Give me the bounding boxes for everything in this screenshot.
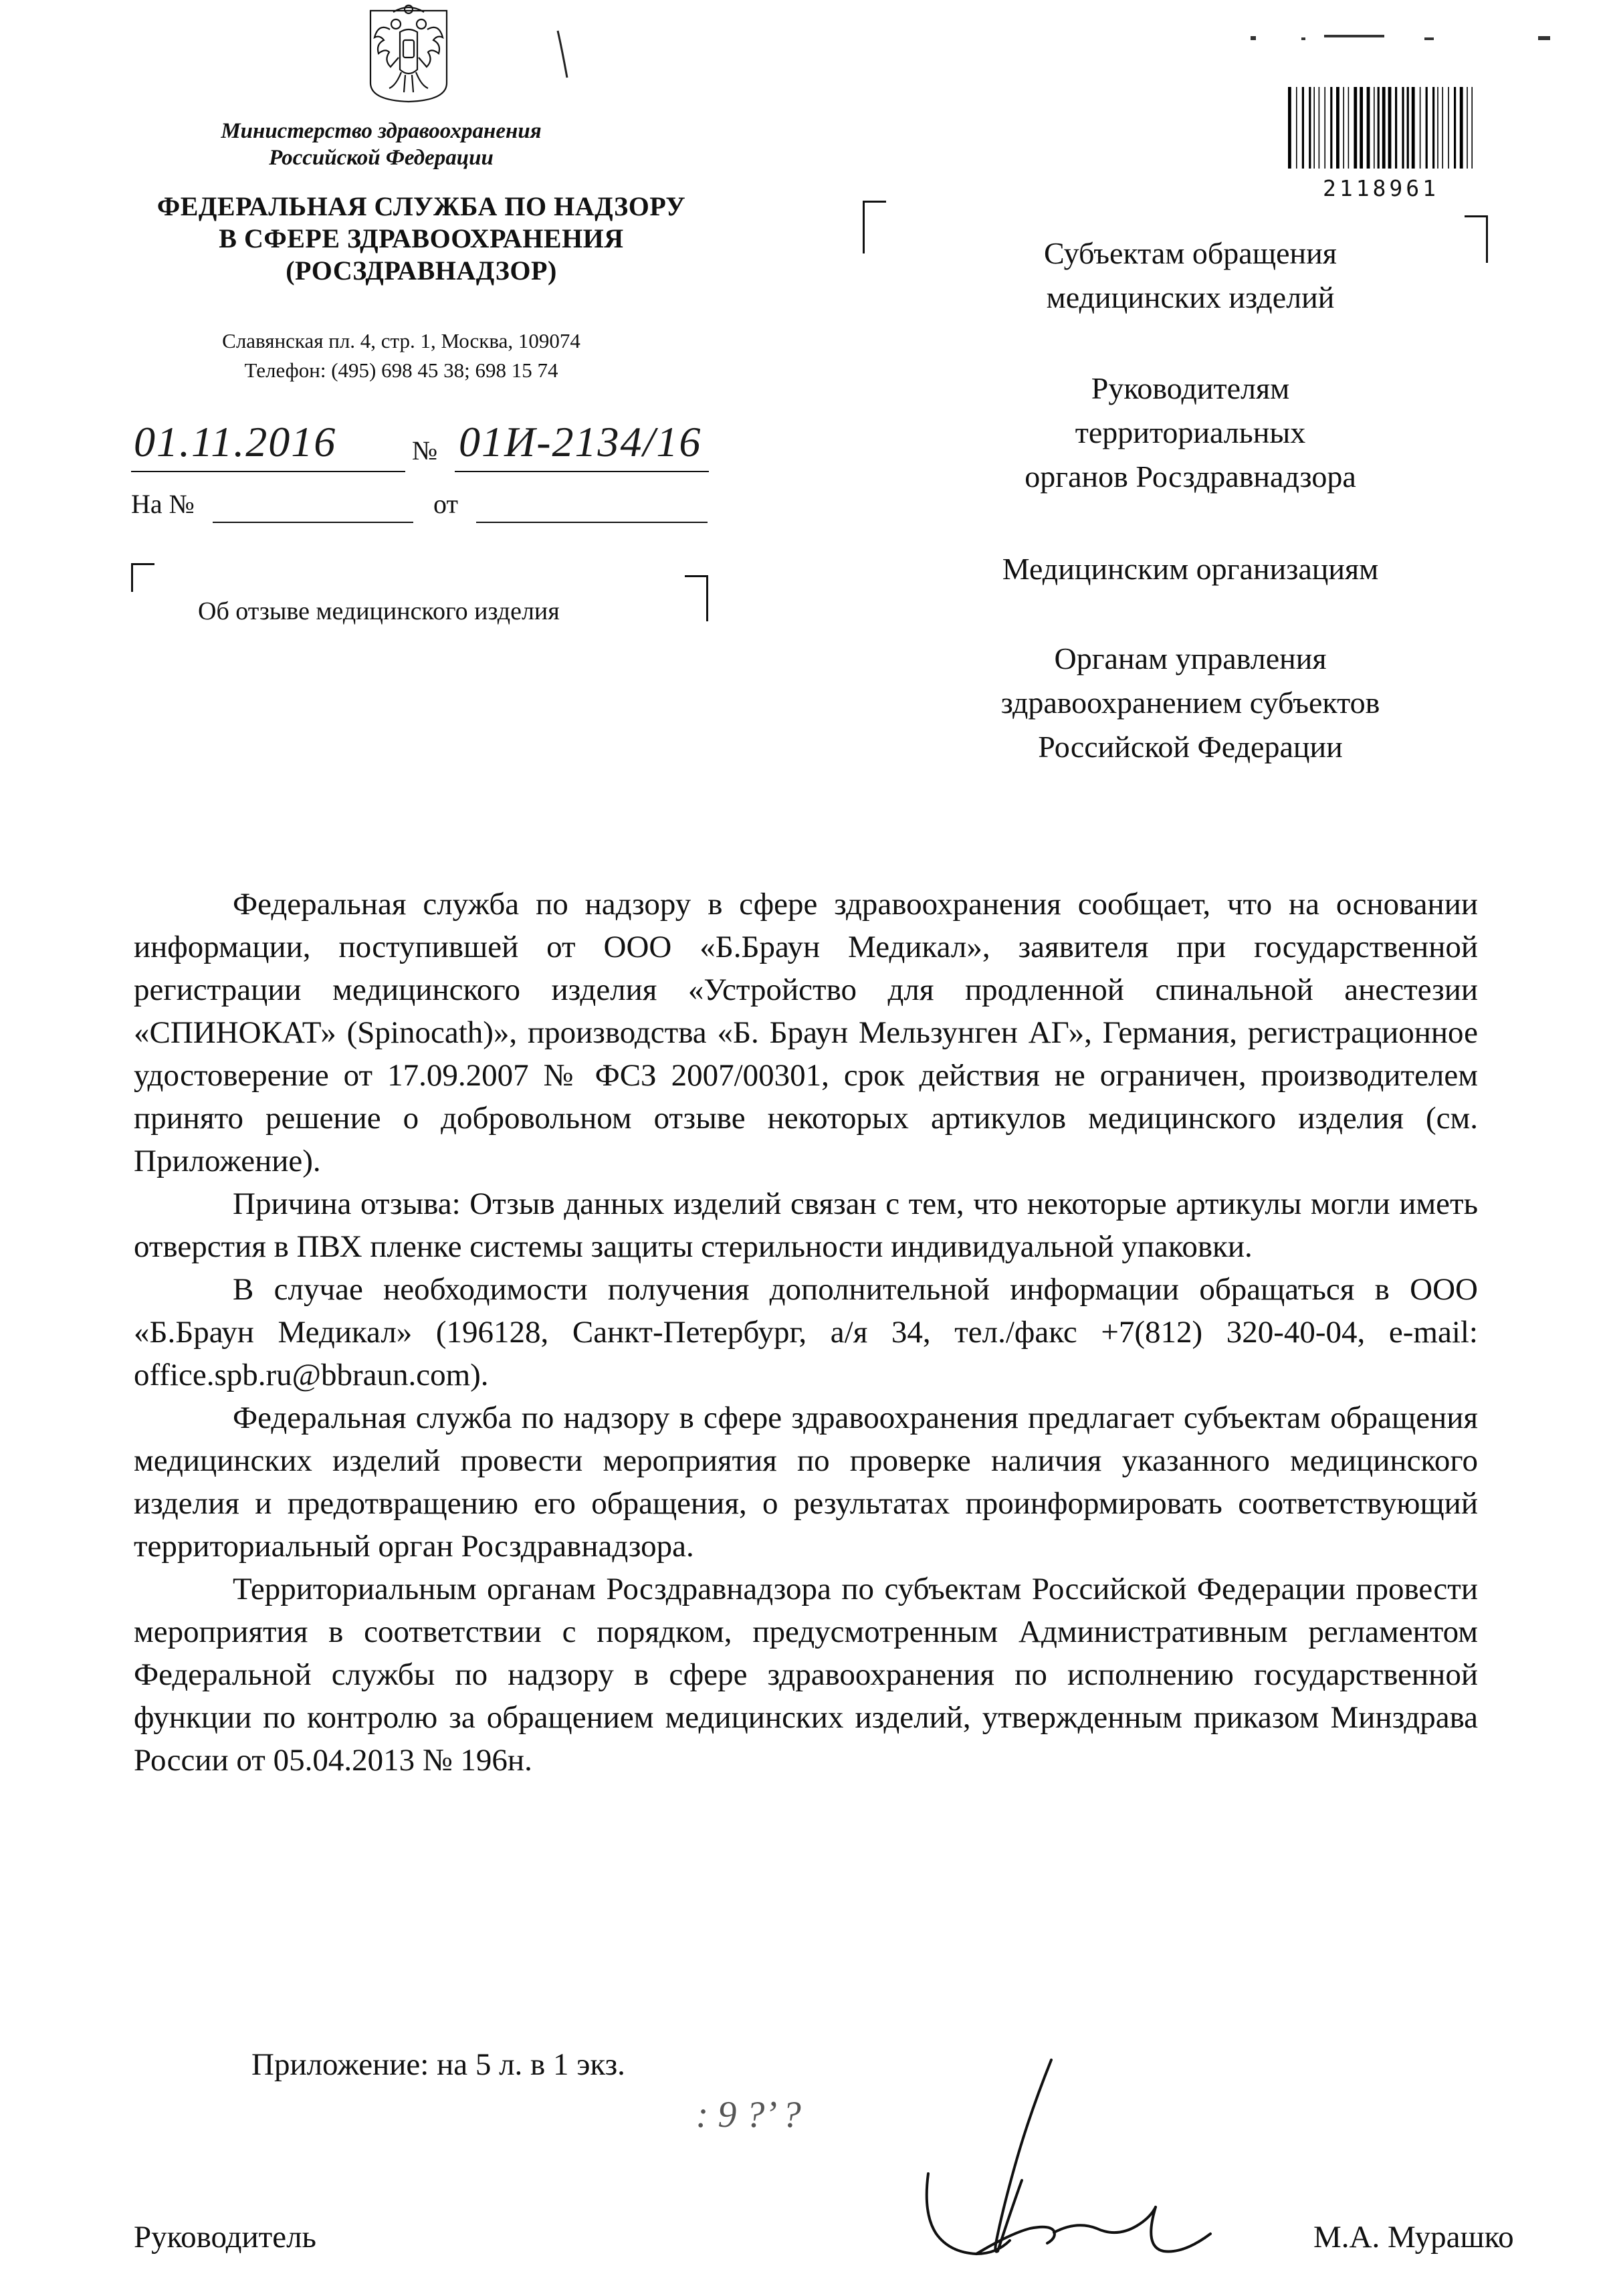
addressee-line: территориальных: [1075, 415, 1306, 449]
barcode-bar: [1324, 87, 1325, 169]
ministry-line-2: Российской Федерации: [269, 146, 494, 170]
addressee-line: Медицинским организациям: [1002, 552, 1379, 586]
addressee-bracket-left: [863, 201, 886, 253]
service-line-3: (РОСЗДРАВНАДЗОР): [286, 255, 557, 286]
barcode-bar: [1407, 87, 1409, 169]
letter-subject: Об отзыве медицинского изделия: [198, 597, 560, 625]
addressee-line: Российской Федерации: [1038, 730, 1343, 764]
outgoing-date: 01.11.2016: [134, 418, 337, 465]
barcode-bar: [1336, 87, 1339, 169]
barcode-bar: [1402, 87, 1404, 169]
barcode-bar: [1454, 87, 1456, 169]
barcode-bar: [1348, 87, 1350, 169]
addressee-medical-organizations: [930, 547, 1451, 591]
body-paragraph-2: Причина отзыва: Отзыв данных изделий связан с тем, что некоторые артикулы могли иметь отверстия в ПВХ пленке системы защиты стерильности индивидуальной упаковки.: [134, 1186, 1478, 1264]
subject-bracket-right: [685, 575, 708, 621]
barcode-bar: [1388, 87, 1392, 169]
barcode-bar: [1309, 87, 1311, 169]
signer-name: М.А. Мурашко: [1313, 2220, 1514, 2255]
address-line: Славянская пл. 4, стр. 1, Москва, 109074: [222, 329, 580, 352]
from-line: [476, 522, 708, 523]
ministry-line-1: Министерство здравоохранения: [221, 119, 542, 143]
barcode-bar: [1471, 87, 1473, 169]
pen-stroke-mark: [552, 28, 572, 82]
barcode-bar: [1360, 87, 1363, 169]
in-reply-line: [213, 522, 413, 523]
letter-body: [134, 883, 1478, 1782]
barcode-bar: [1313, 87, 1315, 169]
addressee-territorial-heads: [930, 367, 1451, 499]
barcode-bar: [1395, 87, 1397, 169]
service-name: [114, 191, 729, 287]
service-line-2: В СФЕРЕ ЗДРАВООХРАНЕНИЯ: [219, 223, 624, 253]
ministry-name: [127, 118, 635, 171]
barcode-bar: [1412, 87, 1415, 169]
signer-position: Руководитель: [134, 2220, 316, 2255]
addressee-bracket-right: [1465, 215, 1488, 263]
barcode-bar: [1354, 87, 1357, 169]
barcode-bar: [1374, 87, 1375, 169]
number-underline: [455, 471, 709, 472]
addressee-line: здравоохранением субъектов: [1000, 686, 1380, 720]
scan-edge-marks: [1237, 27, 1572, 47]
barcode-bar: [1467, 87, 1468, 169]
date-underline: [131, 471, 405, 472]
barcode-bar: [1288, 87, 1291, 169]
phone-line: Телефон: (495) 698 45 38; 698 15 74: [244, 358, 558, 382]
addressee-line: Субъектам обращения: [1044, 236, 1337, 270]
barcode-bar: [1343, 87, 1344, 169]
from-label: от: [433, 489, 458, 519]
attachment-note: Приложение: на 5 л. в 1 экз.: [251, 2047, 625, 2082]
body-paragraph-4: Федеральная служба по надзору в сфере здравоохранения предлагает субъектам обращения медицинских изделий провести мероприятия по проверке наличия указанного медицинского изделия и предотвращению его обращения, о результатах проинформировать соответствующий территориальный орган Росздравнадзора.: [134, 1400, 1478, 1564]
barcode-bar: [1302, 87, 1304, 169]
barcode-graphic: [1285, 87, 1477, 174]
service-address: [134, 326, 669, 385]
addressee-health-authorities: [930, 637, 1451, 769]
barcode-bar: [1378, 87, 1380, 169]
barcode-bar: [1330, 87, 1332, 169]
addressee-line: Органам управления: [1054, 641, 1327, 675]
barcode-bar: [1319, 87, 1320, 169]
barcode-number: 2118961: [1322, 175, 1440, 201]
outgoing-number: 01И-2134/16: [459, 418, 702, 465]
body-paragraph-3: В случае необходимости получения дополнительной информации обращаться в ООО «Б.Браун Медикал» (196128, Санкт-Петербург, а/я 34, тел./факс +7(812) 320-40-04, e-mail: office.spb.ru@bbraun.com).: [134, 1272, 1478, 1392]
coat-of-arms-emblem: [366, 3, 451, 103]
barcode-bar: [1460, 87, 1463, 169]
number-sign: №: [412, 435, 438, 465]
addressee-line: органов Росздравнадзора: [1025, 459, 1356, 494]
subject-bracket-left: [131, 563, 154, 592]
stamp-marks: : 9 ?’ ?: [693, 2094, 801, 2135]
addressee-medical-device-subjects: [930, 231, 1451, 320]
barcode-bar: [1442, 87, 1443, 169]
body-paragraph-1: Федеральная служба по надзору в сфере здравоохранения сообщает, что на основании информации, поступившей от ООО «Б.Браун Медикал», заявителя при государственной регистрации медицинского изделия «Устройство для продленной спинальной анестезии «СПИНОКАТ» (Spinocath)», производства «Б. Браун Мельзунген АГ», Германия, регистрационное удостоверение от 17.09.2007 № ФСЗ 2007/00301, срок действия не ограничен, производителем принято решение о добровольном отзыве некоторых артикулов медицинского изделия (см. Приложение).: [134, 887, 1478, 1178]
barcode-bar: [1420, 87, 1421, 169]
barcode-bar: [1426, 87, 1428, 169]
barcode-bar: [1432, 87, 1434, 169]
handwritten-signature: [896, 2053, 1217, 2267]
addressee-line: медицинских изделий: [1046, 280, 1335, 314]
barcode-bar: [1382, 87, 1386, 169]
addressee-line: Руководителям: [1091, 371, 1290, 405]
barcode-bar: [1367, 87, 1370, 169]
barcode-bar: [1296, 87, 1297, 169]
service-line-1: ФЕДЕРАЛЬНАЯ СЛУЖБА ПО НАДЗОРУ: [156, 191, 686, 221]
in-reply-label: На №: [131, 489, 195, 519]
barcode-bar: [1448, 87, 1449, 169]
barcode-bar: [1437, 87, 1438, 169]
body-paragraph-5: Территориальным органам Росздравнадзора по субъектам Российской Федерации провести мероприятия в соответствии с порядком, предусмотренным Административным регламентом Федеральной службы по надзору в сфере здравоохранения по исполнению государственной функции по контролю за обращением медицинских изделий, утвержденным приказом Минздрава России от 05.04.2013 № 196н.: [134, 1572, 1478, 1778]
